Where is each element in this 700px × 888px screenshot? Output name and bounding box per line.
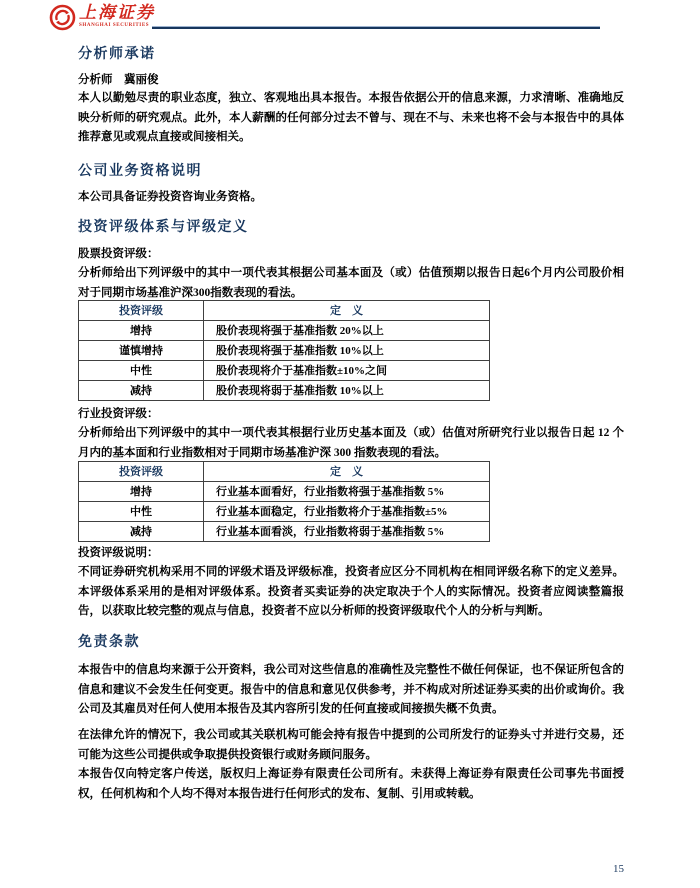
column-header-rating: 投资评级	[79, 301, 204, 321]
section-title-disclaimer: 免责条款	[78, 635, 140, 650]
shanghai-securities-emblem-icon	[49, 4, 76, 31]
rating-cell: 中性	[79, 361, 204, 381]
section-title-analyst-commitment: 分析师承诺	[78, 47, 156, 62]
page-number: 15	[613, 863, 624, 875]
column-header-definition: 定 义	[204, 301, 490, 321]
stock-rating-label: 股票投资评级：	[78, 248, 159, 260]
disclaimer-paragraph: 本报告仅向特定客户传送，版权归上海证券有限责任公司所有。未获得上海证券有限责任公司事先书面授权，任何机构和个人均不得对本报告进行任何形式的发布、复制、引用或转载。	[78, 768, 624, 800]
table-row	[79, 381, 490, 401]
industry-rating-table	[78, 461, 490, 542]
table-row	[79, 502, 490, 522]
header-divider-rule	[152, 26, 600, 29]
stock-rating-description: 分析师给出下列评级中的其中一项代表其根据公司基本面及（或）估值预期以报告日起6个月内公司股价相对于同期市场基准沪深300指数表现的看法。	[78, 267, 624, 299]
rating-cell: 谨慎增持	[79, 341, 204, 361]
analyst-commitment-text: 本人以勤勉尽责的职业态度，独立、客观地出具本报告。本报告依据公开的信息来源，力求清晰、准确地反映分析师的研究观点。此外，本人薪酬的任何部分过去不曾与、现在不与、未来也将不会与本报告中的具体推荐意见或观点直接或间接相关。	[78, 92, 624, 143]
analyst-name-line: 分析师 冀丽俊	[78, 74, 159, 86]
section-title-company-qualification: 公司业务资格说明	[78, 164, 202, 179]
rating-note-label: 投资评级说明：	[78, 547, 159, 559]
disclaimer-paragraph: 在法律允许的情况下，我公司或其关联机构可能会持有报告中提到的公司所发行的证券头寸并进行交易，还可能为这些公司提供或争取提供投资银行或财务顾问服务。	[78, 729, 624, 761]
definition-cell: 股价表现将强于基准指数 20%以上	[204, 321, 490, 341]
industry-rating-label: 行业投资评级：	[78, 408, 159, 420]
table-row	[79, 321, 490, 341]
rating-cell: 减持	[79, 381, 204, 401]
rating-note-text: 不同证券研究机构采用不同的评级术语及评级标准，投资者应区分不同机构在相同评级名称下的定义差异。本评级体系采用的是相对评级体系。投资者买卖证券的决定取决于个人的实际情况。投资者应阅读整篇报告，以获取比较完整的观点与信息，投资者不应以分析师的投资评级取代个人的分析与判断。	[78, 566, 624, 617]
table-row	[79, 482, 490, 502]
table-header-row	[79, 462, 490, 482]
table-header-row	[79, 301, 490, 321]
table-row	[79, 522, 490, 542]
disclaimer-paragraph: 本报告中的信息均来源于公开资料，我公司对这些信息的准确性及完整性不做任何保证，也不保证所包含的信息和建议不会发生任何变更。报告中的信息和意见仅供参考，并不构成对所述证券买卖的出价或询价。我公司及其雇员对任何人使用本报告及其内容所引发的任何直接或间接损失概不负责。	[78, 664, 624, 715]
brand-name-cn: 上海证券	[79, 3, 155, 22]
company-qualification-text: 本公司具备证券投资咨询业务资格。	[78, 191, 262, 203]
definition-cell: 行业基本面看淡，行业指数将弱于基准指数 5%	[204, 522, 490, 542]
column-header-rating: 投资评级	[79, 462, 204, 482]
definition-cell: 股价表现将介于基准指数±10%之间	[204, 361, 490, 381]
rating-cell: 减持	[79, 522, 204, 542]
definition-cell: 行业基本面稳定，行业指数将介于基准指数±5%	[204, 502, 490, 522]
rating-cell: 中性	[79, 502, 204, 522]
table-row	[79, 361, 490, 381]
table-row	[79, 341, 490, 361]
rating-cell: 增持	[79, 321, 204, 341]
section-title-rating-system: 投资评级体系与评级定义	[78, 220, 249, 235]
brand-logo	[49, 4, 155, 31]
definition-cell: 行业基本面看好，行业指数将强于基准指数 5%	[204, 482, 490, 502]
brand-name-en: SHANGHAI SECURITIES	[79, 23, 150, 28]
rating-cell: 增持	[79, 482, 204, 502]
definition-cell: 股价表现将强于基准指数 10%以上	[204, 341, 490, 361]
definition-cell: 股价表现将弱于基准指数 10%以上	[204, 381, 490, 401]
industry-rating-description: 分析师给出下列评级中的其中一项代表其根据行业历史基本面及（或）估值对所研究行业以报告日起 12 个月内的基本面和行业指数相对于同期市场基准沪深 300 指数表现的看法。	[78, 427, 624, 459]
stock-rating-table	[78, 300, 490, 401]
column-header-definition: 定 义	[204, 462, 490, 482]
